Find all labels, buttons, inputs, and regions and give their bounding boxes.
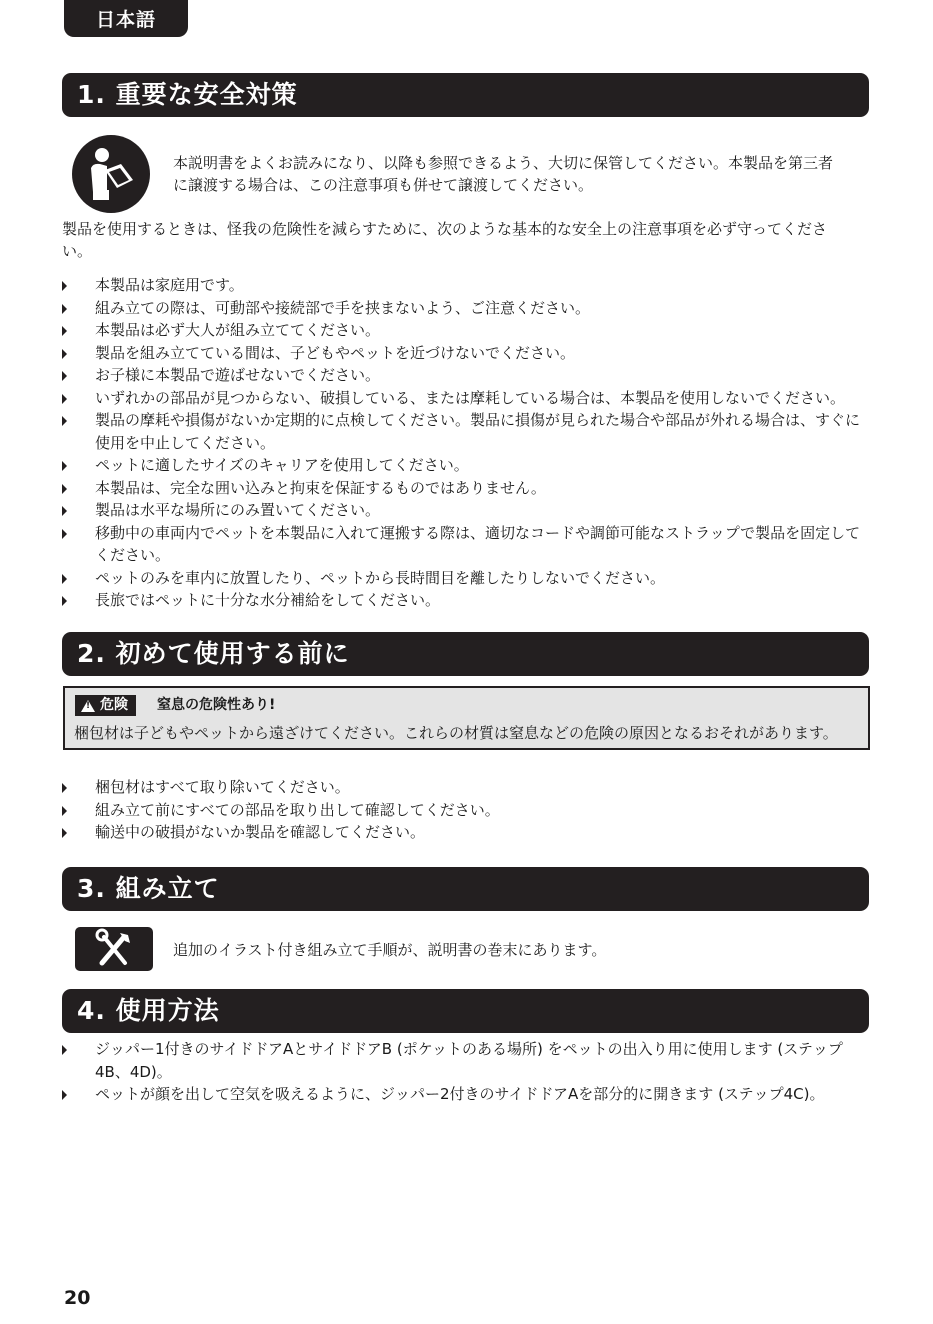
danger-badge: ! 危険 xyxy=(75,695,136,716)
bullet-icon xyxy=(62,281,67,291)
read-manual-icon xyxy=(71,134,151,214)
assembly-note: 追加のイラスト付き組み立て手順が、説明書の巻末にあります。 xyxy=(173,941,607,959)
list-item: 長旅ではペットに十分な水分補給をしてください。 xyxy=(62,589,872,612)
bullet-icon xyxy=(62,529,67,539)
section-1-heading: 1. 重要な安全対策 xyxy=(62,73,869,117)
section-4-heading: 4. 使用方法 xyxy=(62,989,869,1033)
section-2-heading: 2. 初めて使用する前に xyxy=(62,632,869,676)
manual-note-line-1: 本説明書をよくお読みになり、以降も参照できるよう、大切に保管してください。本製品を第三者 xyxy=(173,154,834,172)
list-item: 本製品は、完全な囲い込みと拘束を保証するものではありません。 xyxy=(62,477,872,500)
bullet-icon xyxy=(62,304,67,314)
list-item: ペットに適したサイズのキャリアを使用してください。 xyxy=(62,454,872,477)
list-item: 梱包材はすべて取り除いてください。 xyxy=(62,776,872,799)
intro-line-2: い。 xyxy=(62,242,93,260)
usage-bullet-list xyxy=(62,1038,872,1106)
list-item: 製品を組み立てている間は、子どもやペットを近づけないでください。 xyxy=(62,342,872,365)
danger-text: 梱包材は子どもやペットから遠ざけてください。これらの材質は窒息などの危険の原因となるおそれがあります。 xyxy=(74,724,838,742)
danger-title: 窒息の危険性あり! xyxy=(157,697,276,713)
list-item: ペットが顔を出して空気を吸えるように、ジッパー2付きのサイドドアAを部分的に開きます (ステップ4C)。 xyxy=(62,1083,872,1106)
bullet-icon xyxy=(62,806,67,816)
list-item: お子様に本製品で遊ばせないでください。 xyxy=(62,364,872,387)
list-item: 製品は水平な場所にのみ置いてください。 xyxy=(62,499,872,522)
bullet-icon xyxy=(62,1045,67,1055)
list-item: 組み立て前にすべての部品を取り出して確認してください。 xyxy=(62,799,872,822)
bullet-icon xyxy=(62,461,67,471)
warning-triangle-icon xyxy=(81,700,95,712)
list-item: ジッパー1付きのサイドドアAとサイドドアB (ポケットのある場所) をペットの出入り用に使用します (ステップ4B、4D)。 xyxy=(62,1038,872,1083)
manual-note-line-2: に譲渡する場合は、この注意事項も併せて譲渡してください。 xyxy=(173,176,594,194)
bullet-icon xyxy=(62,394,67,404)
list-item: ペットのみを車内に放置したり、ペットから長時間目を離したりしないでください。 xyxy=(62,567,872,590)
bullet-icon xyxy=(62,574,67,584)
language-tab: 日本語 xyxy=(64,0,188,37)
bullet-icon xyxy=(62,371,67,381)
bullet-icon xyxy=(62,326,67,336)
danger-warning-box xyxy=(63,686,870,750)
page-number: 20 xyxy=(64,1287,91,1309)
section-3-heading: 3. 組み立て xyxy=(62,867,869,911)
list-item: 本製品は家庭用です。 xyxy=(62,274,872,297)
list-item: いずれかの部品が見つからない、破損している、または摩耗している場合は、本製品を使用しないでください。 xyxy=(62,387,872,410)
bullet-icon xyxy=(62,506,67,516)
bullet-icon xyxy=(62,783,67,793)
before-use-bullet-list xyxy=(62,776,872,844)
safety-bullet-list xyxy=(62,274,872,612)
list-item: 輸送中の破損がないか製品を確認してください。 xyxy=(62,821,872,844)
list-item: 移動中の車両内でペットを本製品に入れて運搬する際は、適切なコードや調節可能なストラップで製品を固定してください。 xyxy=(62,522,872,567)
bullet-icon xyxy=(62,484,67,494)
intro-line-1: 製品を使用するときは、怪我の危険性を減らすために、次のような基本的な安全上の注意事項を必ず守ってくださ xyxy=(62,220,828,238)
list-item: 製品の摩耗や損傷がないか定期的に点検してください。製品に損傷が見られた場合や部品が外れる場合は、すぐに使用を中止してください。 xyxy=(62,409,872,454)
bullet-icon xyxy=(62,1090,67,1100)
tools-icon xyxy=(75,927,153,971)
bullet-icon xyxy=(62,596,67,606)
list-item: 組み立ての際は、可動部や接続部で手を挟まないよう、ご注意ください。 xyxy=(62,297,872,320)
list-item: 本製品は必ず大人が組み立ててください。 xyxy=(62,319,872,342)
bullet-icon xyxy=(62,416,67,426)
bullet-icon xyxy=(62,349,67,359)
bullet-icon xyxy=(62,828,67,838)
